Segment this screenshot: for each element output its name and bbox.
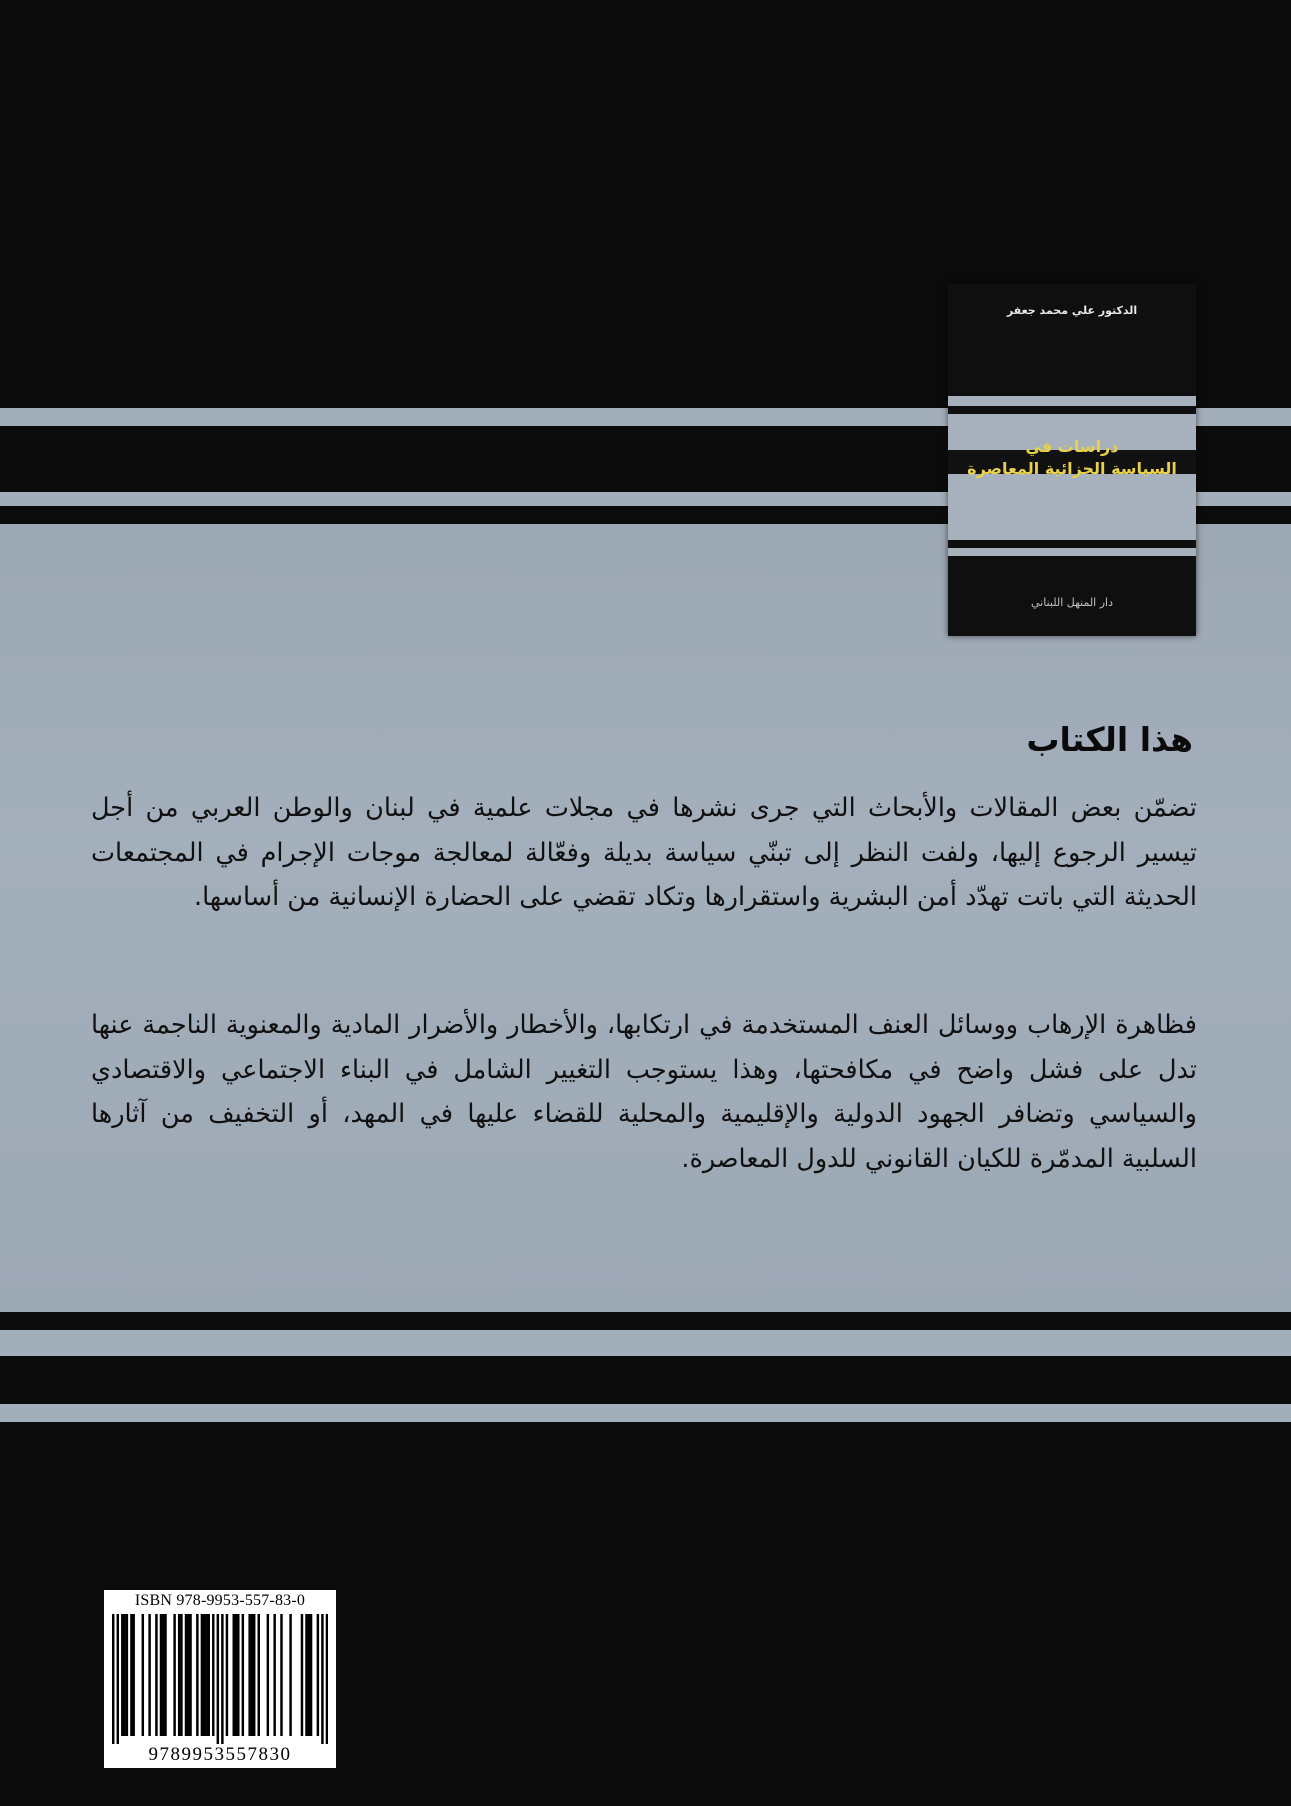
bottom-stripe-light-2 [0,1404,1291,1422]
barcode-bar [164,1614,166,1736]
section-heading: هذا الكتاب [1026,720,1193,759]
barcode-bar [251,1614,253,1736]
barcode-bar [226,1614,228,1736]
thumbnail-title-line1: دراسات في [1025,437,1119,456]
barcode-bar [301,1614,303,1736]
barcode-bar [253,1614,255,1736]
barcode-bar [242,1614,244,1736]
barcode-digits: 9789953557830 [148,1744,292,1765]
barcode-bar [201,1614,203,1736]
barcode-bar [130,1614,132,1736]
thumbnail-title-line2: السياسة الجزائية المعاصرة [967,459,1177,478]
barcode-bar [248,1614,250,1736]
barcode-bar [308,1614,310,1736]
barcode-bar [180,1614,182,1736]
barcode-bar [233,1614,235,1736]
cover-thumbnail [948,284,1196,636]
barcode-bar [258,1614,260,1736]
thumbnail-band-light [948,396,1196,406]
barcode-bar [205,1614,207,1736]
barcode-bar [162,1614,164,1736]
barcode-bar [123,1614,125,1736]
bottom-stripe-light [0,1330,1291,1356]
barcode-bar [126,1614,128,1736]
barcode-bar [289,1614,291,1736]
thumbnail-band-light-2 [948,548,1196,556]
barcode-bar [221,1614,223,1744]
bottom-stripe-dark [0,1312,1291,1330]
barcode-bar [117,1614,119,1744]
barcode-bar [280,1614,282,1736]
barcode-bar [273,1614,275,1736]
barcode-bar [237,1614,239,1736]
barcode-bars [112,1614,328,1744]
barcode-bar [187,1614,189,1736]
barcode-bar [326,1614,328,1744]
barcode-bar [212,1614,214,1736]
isbn-label: ISBN 978-9953-557-83-0 [134,1592,306,1609]
barcode-bar [305,1614,307,1736]
barcode-bar [317,1614,319,1736]
barcode-bar [185,1614,187,1736]
barcode-bar [132,1614,134,1736]
barcode-bar [203,1614,205,1736]
barcode-bar [155,1614,157,1736]
barcode-bar [217,1614,219,1744]
barcode-bar [142,1614,144,1736]
barcode-bar [148,1614,150,1736]
paragraph-2: فظاهرة الإرهاب ووسائل العنف المستخدمة في ارتكابها، والأخطار والأضرار المادية والمعنوية الناجمة عنها تدل على فشل واضح في مكافحتها، وهذا يستوجب التغيير الشامل في البناء الاجتماعي والاقتصادي والسياسي وتضافر الجهود الدولية والإقليمية والمحلية للقضاء عليها في المهد، أو التخفيف من آثارها السلبية المدمّرة للكيان القانوني للدول المعاصرة. [91,1010,1197,1174]
barcode-bar [267,1614,269,1736]
barcode-bar [321,1614,323,1744]
thumbnail-title [948,436,1196,480]
barcode-bar [207,1614,209,1736]
barcode-bar [160,1614,162,1736]
thumbnail-author: الدكتور علي محمد جعفر [1006,304,1138,317]
barcode-bar [173,1614,175,1736]
barcode-bar [112,1614,114,1744]
paragraph-1: تضمّن بعض المقالات والأبحاث التي جرى نشرها في مجلات علمية في لبنان والوطن العربي من أجل تيسير الرجوع إليها، ولفت النظر إلى تبنّي سياسة بديلة وفعّالة لمعالجة موجات الإجرام في المجتمعات الحديثة التي باتت تهدّد أمن البشرية واستقرارها وتكاد تقضي على الحضارة الإنسانية من أساسها. [91,793,1197,912]
isbn-barcode [104,1590,336,1768]
barcode-bar [178,1614,180,1736]
barcode-bar [121,1614,123,1736]
thumbnail-publisher: دار المنهل اللبناني [1030,596,1114,609]
bottom-stripe-dark-2 [0,1356,1291,1404]
barcode-bar [196,1614,198,1736]
barcode-bar [189,1614,191,1736]
barcode-bar [310,1614,312,1736]
barcode-bar [235,1614,237,1736]
